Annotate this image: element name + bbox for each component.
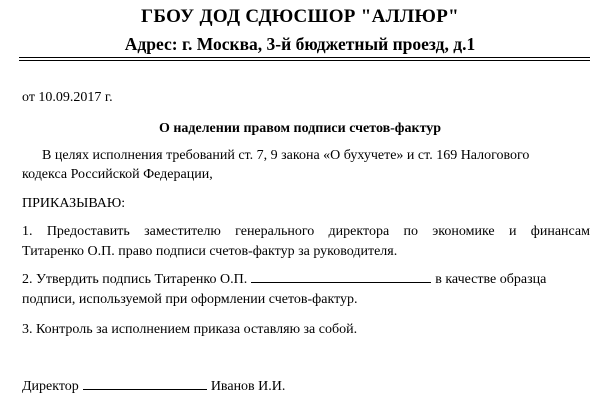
order-item-2-line-2: подписи, используемой при оформлении счетов-фактур. [22, 292, 358, 307]
order-directive: ПРИКАЗЫВАЮ: [22, 196, 126, 211]
order-item-1 [22, 222, 590, 262]
preamble-line-1: В целях исполнения требований ст. 7, 9 закона «О бухучете» и ст. 169 Налогового [42, 148, 530, 163]
signature-sample-blank [251, 270, 431, 283]
header-divider-bottom [19, 60, 590, 61]
order-item-2-line-1 [22, 270, 590, 290]
preamble-line-2: кодекса Российской Федерации, [22, 167, 213, 182]
organization-name: ГБОУ ДОД СДЮСШОР "АЛЛЮР" [141, 6, 459, 27]
organization-address: Адрес: г. Москва, 3-й бюджетный проезд, д.1 [124, 34, 476, 54]
header-divider-top [19, 57, 590, 58]
director-signature-blank [83, 377, 207, 390]
order-item-2-text-before: 2. Утвердить подпись Титаренко О.П. [22, 272, 248, 287]
order-item-2 [22, 270, 590, 310]
signatory-position: Директор [22, 379, 79, 394]
order-item-1-line-2: Титаренко О.П. право подписи счетов-фактур за руководителя. [22, 244, 398, 259]
order-item-3 [22, 320, 590, 340]
order-item-1-line-1: 1. Предоставить заместителю генерального директора по экономике и финансам [22, 224, 590, 239]
order-date: от 10.09.2017 г. [22, 90, 113, 105]
order-preamble [22, 146, 590, 184]
signature-line [22, 377, 285, 395]
order-item-3-line-1: 3. Контроль за исполнением приказа оставляю за собой. [22, 322, 358, 337]
signatory-name: Иванов И.И. [210, 379, 286, 394]
order-item-2-text-after: в качестве образца [435, 272, 547, 287]
order-title: О наделении правом подписи счетов-фактур [158, 121, 442, 136]
